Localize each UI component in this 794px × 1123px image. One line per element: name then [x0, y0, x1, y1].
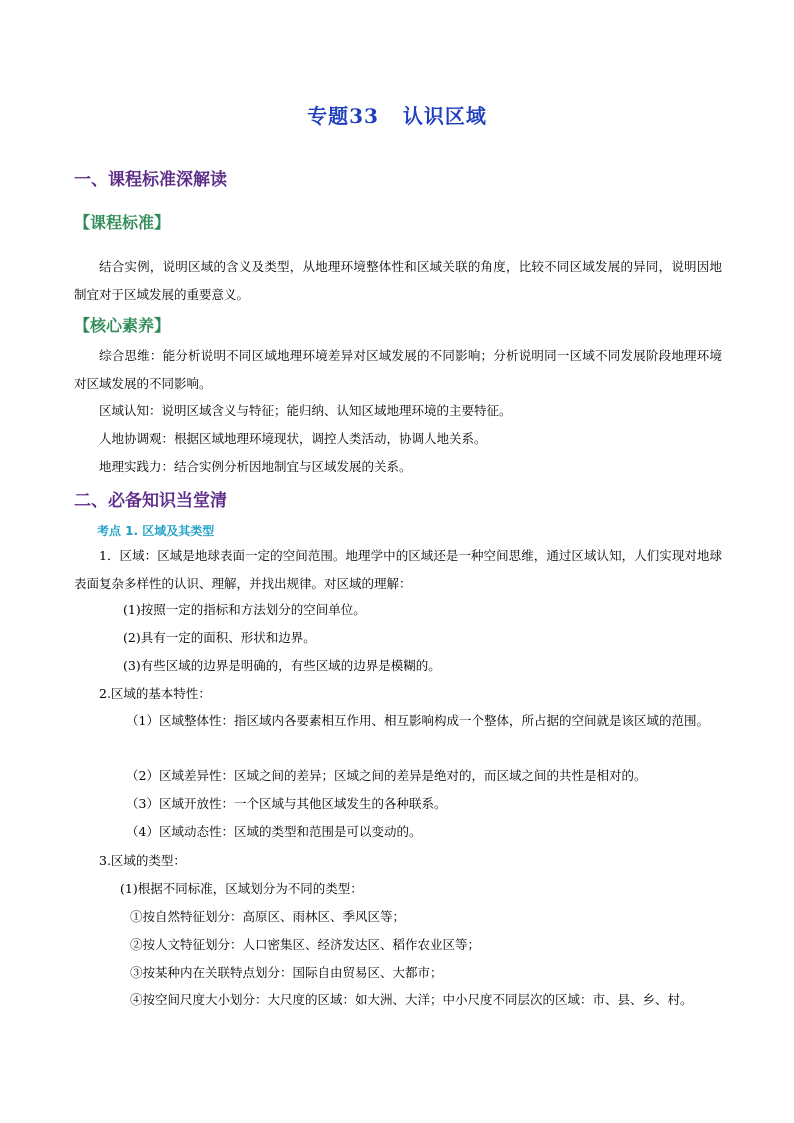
item1-sub: (3)有些区域的边界是明确的，有些区域的边界是模糊的。	[123, 658, 441, 673]
item3-sub: ③按某种内在关联特点划分：国际自由贸易区、大都市；	[130, 965, 443, 980]
point-heading: 考点 1. 区域及其类型	[97, 524, 215, 538]
item1-sub: (1)按照一定的指标和方法划分的空间单位。	[123, 602, 366, 617]
item2-sub: （1）区域整体性：指区域内各要素相互作用、相互影响构成一个整体，所占据的空间就是该区域的范围。	[126, 713, 709, 728]
literacy-heading: 【核心素养】	[74, 316, 171, 335]
page-title	[0, 100, 794, 129]
item3-sub-heading: (1)根据不同标准，区域划分为不同的类型：	[120, 881, 363, 896]
item3-sub: ②按人文特征划分：人口密集区、经济发达区、稻作农业区等；	[130, 937, 481, 952]
title-name: 认识区域	[402, 104, 487, 128]
item3-sub: ①按自然特征划分：高原区、雨林区、季风区等；	[130, 909, 406, 924]
item1-sub: (2)具有一定的面积、形状和边界。	[123, 630, 316, 645]
title-prefix: 专题	[307, 104, 350, 128]
literacy-item: 区域认知：说明区域含义与特征；能归纳、认知区域地理环境的主要特征。	[99, 403, 512, 418]
standard-heading: 【课程标准】	[74, 213, 171, 232]
item1-text: 1．区域：区域是地球表面一定的空间范围。地理学中的区域还是一种空间思维，通过区域认知，人们实现对地球表面复杂多样性的认识、理解，并找出规律。对区域的理解：	[74, 548, 722, 591]
literacy-item: 综合思维：能分析说明不同区域地理环境差异对区域发展的不同影响；分析说明同一区域不同发展阶段地理环境对区域发展的不同影响。	[74, 348, 722, 391]
item2-heading: 2.区域的基本特性：	[99, 686, 211, 701]
item2-sub: （3）区域开放性：一个区域与其他区域发生的各种联系。	[126, 796, 447, 811]
item2-sub: （2）区域差异性：区域之间的差异；区域之间的差异是绝对的，而区域之间的共性是相对的。	[126, 768, 647, 783]
item3-sub: ④按空间尺度大小划分：大尺度的区域：如大洲、大洋；中小尺度不同层次的区域：市、县、乡、村。	[130, 992, 693, 1007]
item2-sub: （4）区域动态性：区域的类型和范围是可以变动的。	[126, 824, 422, 839]
title-number: 33	[349, 104, 379, 128]
item3-heading: 3.区域的类型：	[99, 853, 186, 868]
section2-heading: 二、必备知识当堂清	[74, 491, 227, 511]
literacy-item: 地理实践力：结合实例分析因地制宜与区域发展的关系。	[99, 459, 412, 474]
literacy-item: 人地协调观：根据区域地理环境现状，调控人类活动，协调人地关系。	[99, 431, 487, 446]
section1-heading: 一、课程标准深解读	[74, 170, 227, 190]
standard-text: 结合实例，说明区域的含义及类型，从地理环境整体性和区域关联的角度，比较不同区域发展的异同，说明因地制宜对于区域发展的重要意义。	[74, 259, 722, 302]
